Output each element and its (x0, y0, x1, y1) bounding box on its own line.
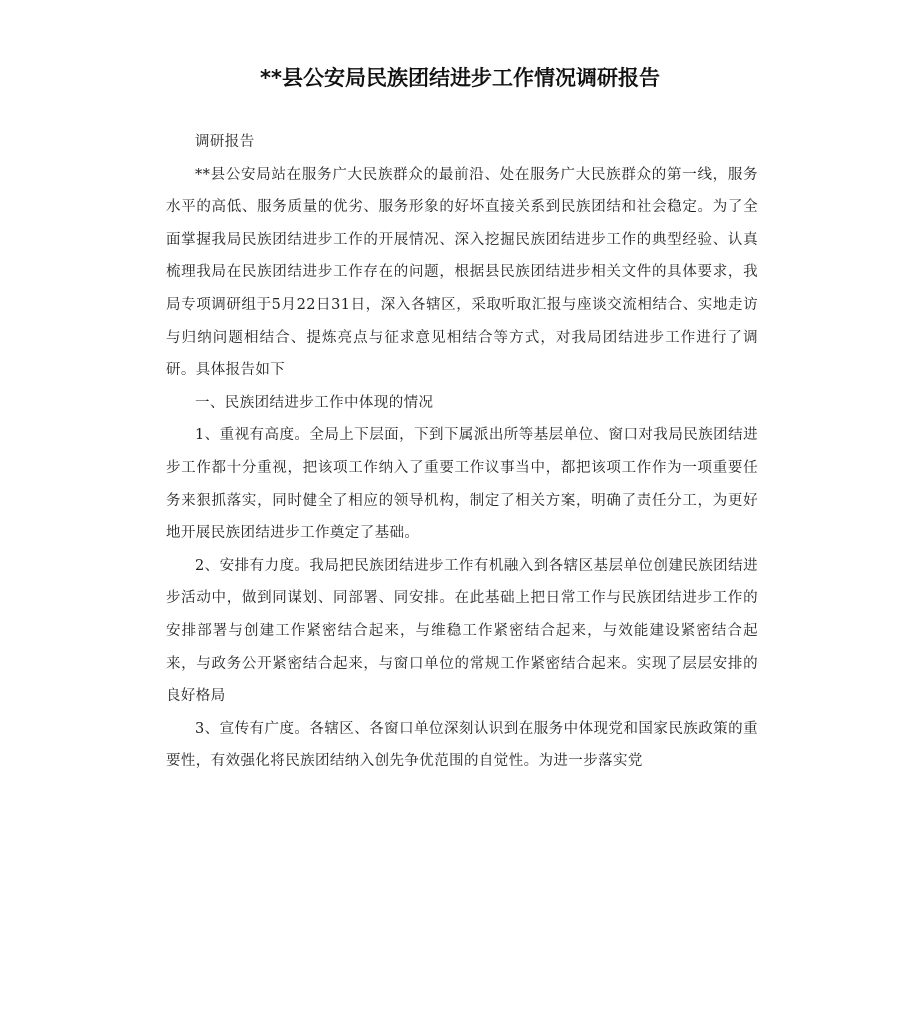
paragraph-point-3: 3、宣传有广度。各辖区、各窗口单位深刻认识到在服务中体现党和国家民族政策的重要性，有效强化将民族团结纳入创先争优范围的自觉性。为进一步落实党 (166, 720, 758, 770)
paragraph-heading-report: 调研报告 (195, 134, 255, 150)
document-body (166, 126, 758, 778)
paragraph-point-1: 1、重视有高度。全局上下层面，下到下属派出所等基层单位、窗口对我局民族团结进步工作都十分重视，把该项工作纳入了重要工作议事当中，都把该项工作作为一项重要任务来狠抓落实，同时健全了相应的领导机构，制定了相关方案，明确了责任分工，为更好地开展民族团结进步工作奠定了基础。 (166, 427, 758, 542)
paragraph-intro: **县公安局站在服务广大民族群众的最前沿、处在服务广大民族群众的第一线，服务水平的高低、服务质量的优劣、服务形象的好坏直接关系到民族团结和社会稳定。为了全面掌握我局民族团结进步工作的开展情况、深入挖掘民族团结进步工作的典型经验、认真梳理我局在民族团结进步工作存在的问题，根据县民族团结进步相关文件的具体要求，我局专项调研组于5月22日31日，深入各辖区，采取听取汇报与座谈交流相结合、实地走访与归纳问题相结合、提炼亮点与征求意见相结合等方式，对我局团结进步工作进行了调研。具体报告如下 (166, 166, 758, 379)
paragraph-point-2: 2、安排有力度。我局把民族团结进步工作有机融入到各辖区基层单位创建民族团结进步活动中，做到同谋划、同部署、同安排。在此基础上把日常工作与民族团结进步工作的安排部署与创建工作紧密结合起来，与维稳工作紧密结合起来，与效能建设紧密结合起来，与政务公开紧密结合起来，与窗口单位的常规工作紧密结合起来。实现了层层安排的良好格局 (166, 557, 758, 705)
page-title: **县公安局民族团结进步工作情况调研报告 (260, 66, 660, 90)
section-heading-1: 一、民族团结进步工作中体现的情况 (195, 394, 434, 411)
